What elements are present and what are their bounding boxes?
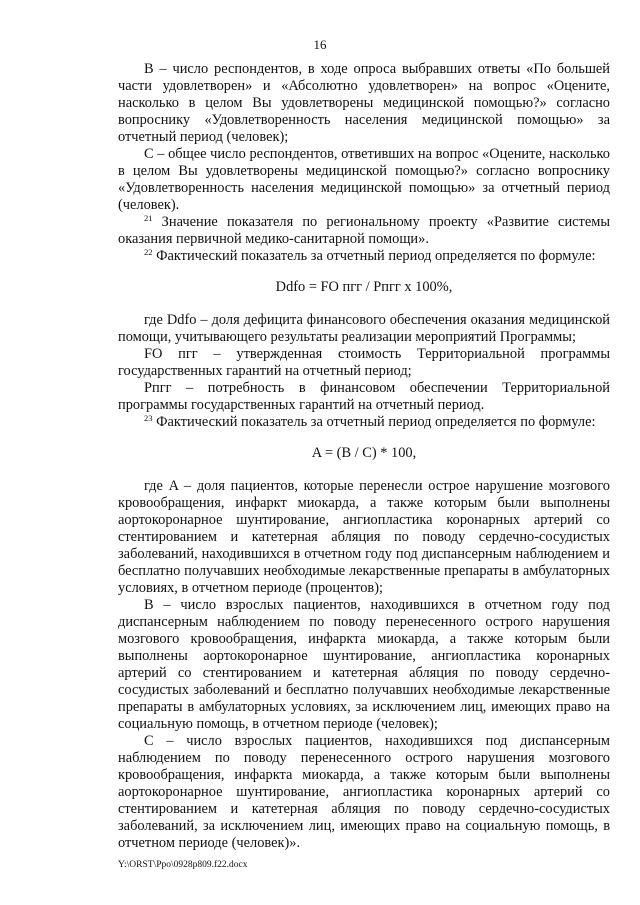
footnote-21-mark: 21 <box>144 213 153 223</box>
document-body <box>118 61 610 852</box>
footnote-23-mark: 23 <box>144 413 153 423</box>
paragraph-ddfo-definition: где Ddfo – доля дефицита финансового обеспечения оказания медицинской помощи, учитывающего результаты реализации мероприятий Программы; <box>118 312 610 345</box>
footnote-21 <box>118 214 610 248</box>
paragraph-rpgg-definition: Рпгг – потребность в финансовом обеспечении Территориальной программы государственных гарантий на отчетный период. <box>118 380 610 413</box>
footnote-22 <box>118 248 610 265</box>
paragraph-b-definition: B – число респондентов, в ходе опроса выбравших ответы «По большей части удовлетворен» и «Абсолютно удовлетворен» на вопрос «Оцените, насколько в целом Вы удовлетворены медицинской помощью?» согласно вопроснику «Удовлетворенность населения медицинской помощью» за отчетный период (человек); <box>118 61 610 145</box>
paragraph-b-patients-definition: B – число взрослых пациентов, находившихся в отчетном году под диспансерным наблюдением по поводу перенесенного острого нарушения мозгового кровообращения, инфаркта миокарда, а также которым были выполнены аортокоронарное шунтирование, ангиопластика коронарных артерий со стентированием и катетерная абляция по поводу сердечно-сосудистых заболеваний и бесплатно получавших необходимые лекарственные препараты в амбулаторных условиях, за исключением лиц, имеющих право на социальную помощь, в отчетном периоде (человек); <box>118 597 610 732</box>
formula-ddfo: Ddfo = FO пгг / Рпгг x 100%, <box>275 279 453 295</box>
footnote-21-text: Значение показателя по региональному проекту «Развитие системы оказания первичной медико-санитарной помощи». <box>118 214 610 247</box>
paragraph-c-definition: C – общее число респондентов, ответивших на вопрос «Оцените, насколько в целом Вы удовлетворены медицинской помощью?» согласно вопроснику «Удовлетворенность населения медицинской помощью» за отчетный период (человек). <box>118 146 610 213</box>
paragraph-c-patients-definition: C – число взрослых пациентов, находившихся под диспансерным наблюдением по поводу перенесенного острого нарушения мозгового кровообращения, инфаркта миокарда, а также которым были выполнены аортокоронарное шунтирование, ангиопластика коронарных артерий со стентированием и катетерная абляция по поводу сердечно-сосудистых заболеваний, за исключением лиц, имеющих право на социальную помощь, в отчетном периоде (человек)». <box>118 733 610 851</box>
footnote-23 <box>118 414 610 431</box>
footnote-22-text: Фактический показатель за отчетный период определяется по формуле: <box>152 248 596 264</box>
footnote-22-mark: 22 <box>144 247 153 257</box>
paragraph-a-definition: где A – доля пациентов, которые перенесли острое нарушение мозгового кровообращения, инфаркт миокарда, а также которым были выполнены аортокоронарное шунтирование, ангиопластика коронарных артерий со стентированием и катетерная абляция по поводу сердечно-сосудистых заболеваний, находившихся в отчетном году под диспансерным наблюдением и бесплатно получавших необходимые лекарственные препараты в амбулаторных условиях, в отчетном периоде (процентов); <box>118 478 610 596</box>
paragraph-fo-definition: FO пгг – утвержденная стоимость Территориальной программы государственных гарантий на отчетный период; <box>118 346 610 379</box>
footnote-23-text: Фактический показатель за отчетный период определяется по формуле: <box>152 414 596 430</box>
formula-a: A = (B / C) * 100, <box>311 445 417 461</box>
page-number: 16 <box>313 37 327 52</box>
footer-file-path: Y:\ORST\Ppo\0928p809.f22.docx <box>118 860 248 870</box>
